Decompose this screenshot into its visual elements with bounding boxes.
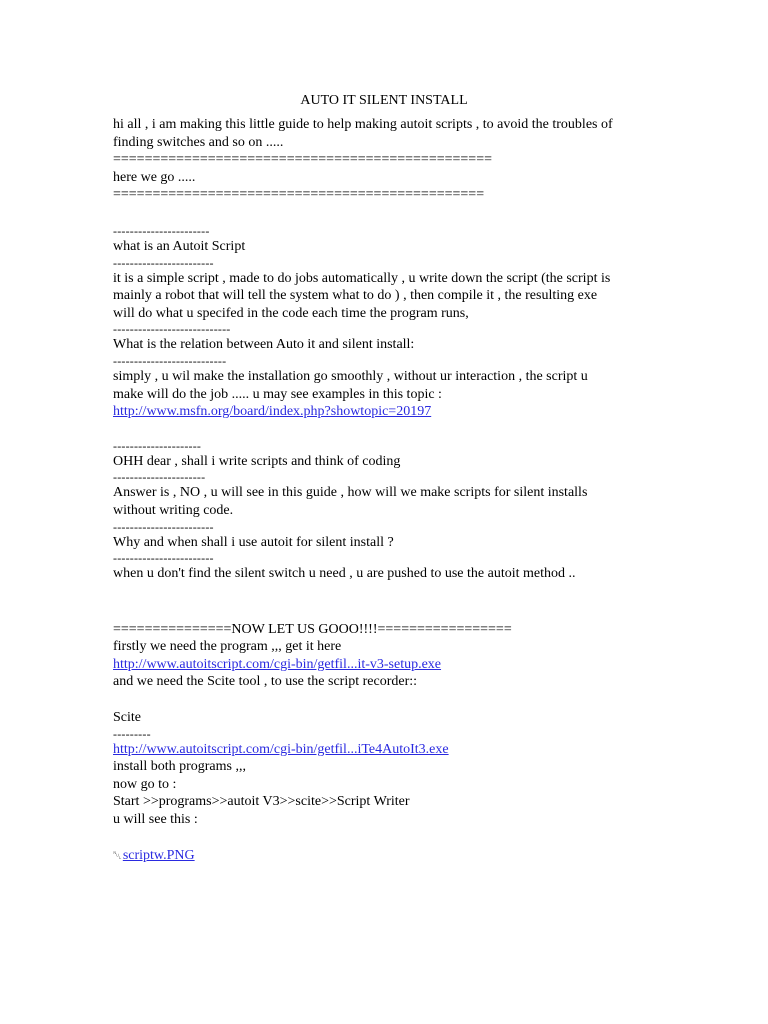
now-go-to-text: now go to : bbox=[113, 776, 177, 792]
dash-separator: ------------------------ bbox=[113, 519, 214, 534]
section-heading-coding: OHH dear , shall i write scripts and think of coding bbox=[113, 453, 401, 469]
scriptw-image-link[interactable]: scriptw.PNG bbox=[122, 847, 195, 863]
answer-text: simply , u wil make the installation go smoothly , without ur interaction , the script u bbox=[113, 368, 588, 384]
answer-text: mainly a robot that will tell the system what to do ) , then compile it , the resulting exe bbox=[113, 288, 598, 304]
spacer bbox=[113, 829, 658, 847]
section-heading-what-is-autoit: what is an Autoit Script bbox=[113, 238, 246, 254]
msfn-topic-link-row bbox=[113, 403, 658, 421]
autoit-setup-download-link[interactable]: http://www.autoitscript.com/cgi-bin/getfil...it-v3-setup.exe bbox=[113, 656, 442, 672]
spacer bbox=[113, 603, 658, 621]
spacer bbox=[113, 691, 658, 709]
separator-line: =============================================== bbox=[113, 187, 485, 203]
answer-text: when u don't find the silent switch u need , u are pushed to use the autoit method .. bbox=[113, 566, 576, 582]
answer-text: it is a simple script , made to do jobs automatically , u write down the script (the script is bbox=[113, 270, 611, 286]
scite-download-link[interactable]: http://www.autoitscript.com/cgi-bin/getfil...iTe4AutoIt3.exe bbox=[113, 741, 449, 757]
broken-image-icon: ␀ bbox=[113, 849, 122, 862]
document-title: AUTO IT SILENT INSTALL bbox=[300, 93, 468, 108]
document-body bbox=[113, 116, 658, 865]
image-attachment-row bbox=[113, 847, 658, 865]
dash-separator: ---------------------------- bbox=[113, 322, 231, 337]
answer-text: make will do the job ..... u may see examples in this topic : bbox=[113, 386, 442, 402]
msfn-topic-link[interactable]: http://www.msfn.org/board/index.php?showtopic=20197 bbox=[113, 404, 432, 420]
scite-link-row bbox=[113, 741, 658, 759]
dash-separator: --------------------- bbox=[113, 438, 202, 453]
dash-separator: ------------------------ bbox=[113, 255, 214, 270]
dash-separator: ------------------------ bbox=[113, 551, 214, 566]
dash-separator: ----------------------- bbox=[113, 223, 210, 238]
spacer bbox=[113, 421, 658, 439]
answer-text: Answer is , NO , u will see in this guide , how will we make scripts for silent installs bbox=[113, 485, 588, 501]
here-we-go-text: here we go ..... bbox=[113, 169, 196, 185]
now-lets-go-banner: ===============NOW LET US GOOO!!!!================= bbox=[113, 621, 512, 637]
autoit-setup-link-row bbox=[113, 656, 658, 674]
answer-text: without writing code. bbox=[113, 502, 234, 518]
install-both-text: install both programs ,,, bbox=[113, 759, 246, 775]
spacer bbox=[113, 583, 658, 603]
u-will-see-text: u will see this : bbox=[113, 812, 198, 828]
dash-separator: ---------------------- bbox=[113, 470, 206, 485]
dash-separator: --------------------------- bbox=[113, 353, 227, 368]
intro-text: finding switches and so on ..... bbox=[113, 134, 284, 150]
start-menu-path-text: Start >>programs>>autoit V3>>scite>>Script Writer bbox=[113, 794, 410, 810]
firstly-text: firstly we need the program ,,, get it here bbox=[113, 639, 342, 655]
section-heading-relation: What is the relation between Auto it and silent install: bbox=[113, 337, 415, 353]
dash-separator: --------- bbox=[113, 726, 151, 741]
separator-line: ================================================ bbox=[113, 152, 492, 168]
spacer bbox=[113, 204, 658, 224]
intro-text: hi all , i am making this little guide to help making autoit scripts , to avoid the troubles of bbox=[113, 117, 613, 132]
answer-text: will do what u specifed in the code each time the program runs, bbox=[113, 305, 469, 321]
section-heading-why-when: Why and when shall i use autoit for silent install ? bbox=[113, 534, 394, 550]
scite-label: Scite bbox=[113, 710, 141, 726]
scite-tool-text: and we need the Scite tool , to use the script recorder:: bbox=[113, 674, 418, 690]
